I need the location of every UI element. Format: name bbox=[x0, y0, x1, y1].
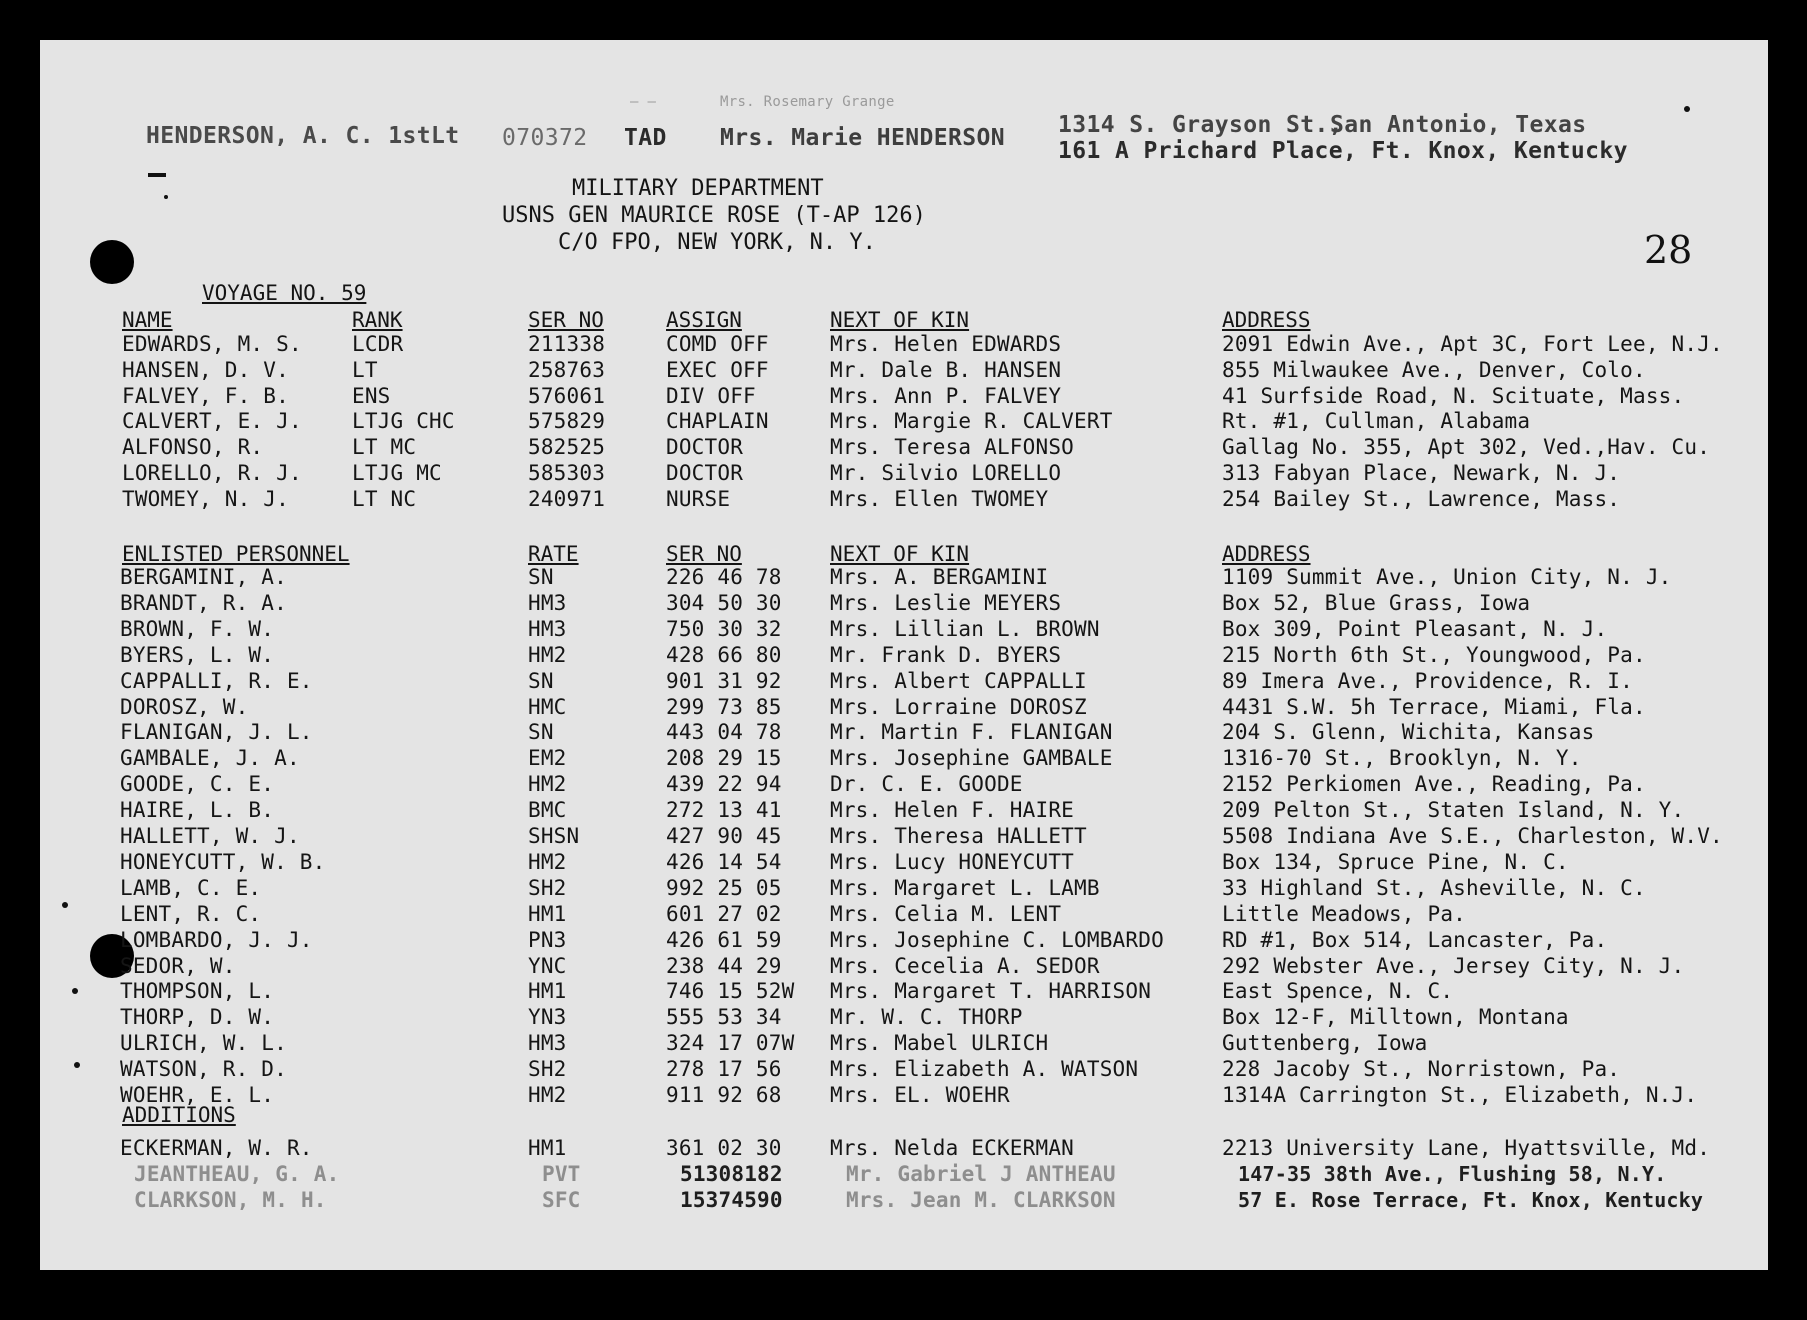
cell-addr: 4431 S.W. 5h Terrace, Miami, Fla. bbox=[1222, 694, 1646, 719]
table-row bbox=[40, 591, 1768, 617]
cell-addr: Box 309, Point Pleasant, N. J. bbox=[1222, 616, 1608, 641]
cell-rate: HMC bbox=[528, 694, 567, 719]
top-stamp-addr2: 161 A Prichard Place, Ft. Knox, Kentucky bbox=[1058, 138, 1628, 164]
cell-name: FALVEY, F. B. bbox=[122, 383, 289, 408]
table-row bbox=[40, 358, 1768, 384]
table-row bbox=[40, 1057, 1768, 1083]
cell-kin: Mrs. Josephine GAMBALE bbox=[830, 746, 1113, 771]
cell-ser: 746 15 52W bbox=[666, 979, 795, 1004]
cell-name: CLARKSON, M. H. bbox=[134, 1188, 327, 1212]
col-head-ser: SER NO bbox=[528, 308, 604, 332]
cell-addr: 89 Imera Ave., Providence, R. I. bbox=[1222, 668, 1633, 693]
cell-addr: Gallag No. 355, Apt 302, Ved.,Hav. Cu. bbox=[1222, 435, 1711, 460]
table-row bbox=[40, 798, 1768, 824]
table-row bbox=[40, 850, 1768, 876]
cell-rate: BMC bbox=[528, 798, 567, 823]
cell-name: BROWN, F. W. bbox=[120, 616, 275, 641]
cell-ser: 585303 bbox=[528, 461, 606, 485]
table-row bbox=[40, 902, 1768, 928]
cell-rate: SN bbox=[528, 668, 554, 693]
cell-kin: Mrs. Helen EDWARDS bbox=[830, 332, 1062, 356]
ink-mark bbox=[148, 173, 166, 177]
table-row bbox=[40, 332, 1768, 358]
cell-addr: East Spence, N. C. bbox=[1222, 979, 1454, 1004]
table-row bbox=[40, 979, 1768, 1005]
cell-rank: LCDR bbox=[352, 332, 404, 356]
cell-kin: Mrs. A. BERGAMINI bbox=[830, 565, 1049, 589]
cell-addr: Box 12-F, Milltown, Montana bbox=[1222, 1005, 1569, 1030]
cell-assign: NURSE bbox=[666, 486, 731, 511]
cell-addr: Little Meadows, Pa. bbox=[1222, 901, 1467, 926]
cell-ser: 258763 bbox=[528, 357, 606, 382]
header-line-2: USNS GEN MAURICE ROSE (T-AP 126) bbox=[502, 203, 926, 228]
cell-name: THOMPSON, L. bbox=[120, 979, 275, 1004]
document-sheet bbox=[40, 40, 1768, 1270]
cell-name: BYERS, L. W. bbox=[120, 642, 275, 667]
cell-addr: Guttenberg, Iowa bbox=[1222, 1031, 1428, 1056]
cell-addr: 1109 Summit Ave., Union City, N. J. bbox=[1222, 565, 1672, 589]
cell-rate: SHSN bbox=[528, 824, 580, 848]
overstrike-left: — — bbox=[630, 94, 657, 110]
cell-addr: 209 Pelton St., Staten Island, N. Y. bbox=[1222, 798, 1685, 823]
cell-rank: LT bbox=[352, 357, 378, 382]
top-stamp-assign: TAD bbox=[624, 125, 667, 151]
cell-ser: 272 13 41 bbox=[666, 798, 782, 823]
col-head-enl-addr: ADDRESS bbox=[1222, 542, 1311, 566]
cell-name: HALLETT, W. J. bbox=[120, 824, 300, 848]
cell-kin: Mrs. Cecelia A. SEDOR bbox=[830, 953, 1100, 978]
cell-assign: EXEC OFF bbox=[666, 357, 769, 382]
table-row bbox=[40, 954, 1768, 980]
cell-addr: 2213 University Lane, Hyattsville, Md. bbox=[1222, 1136, 1711, 1160]
cell-ser: 443 04 78 bbox=[666, 720, 782, 745]
cell-kin: Mrs. Lucy HONEYCUTT bbox=[830, 849, 1075, 874]
cell-assign: DIV OFF bbox=[666, 383, 756, 408]
cell-kin: Mrs. Celia M. LENT bbox=[830, 901, 1062, 926]
cell-name: THORP, D. W. bbox=[120, 1005, 275, 1030]
cell-ser: 426 61 59 bbox=[666, 927, 782, 952]
cell-addr: 228 Jacoby St., Norristown, Pa. bbox=[1222, 1057, 1621, 1082]
cell-ser: 427 90 45 bbox=[666, 824, 782, 848]
table-row bbox=[40, 565, 1768, 591]
cell-ser: 992 25 05 bbox=[666, 875, 782, 900]
table-row bbox=[40, 720, 1768, 746]
cell-kin: Mrs. Ann P. FALVEY bbox=[830, 383, 1062, 408]
cell-rate: YNC bbox=[528, 953, 567, 978]
cell-rate: PVT bbox=[542, 1162, 581, 1186]
cell-addr: 215 North 6th St., Youngwood, Pa. bbox=[1222, 642, 1646, 667]
punch-hole-top bbox=[90, 240, 134, 284]
cell-kin: Mr. Dale B. HANSEN bbox=[830, 357, 1062, 382]
cell-name: WATSON, R. D. bbox=[120, 1057, 287, 1082]
table-row bbox=[40, 1188, 1768, 1214]
table-row bbox=[40, 409, 1768, 435]
cell-ser: 361 02 30 bbox=[666, 1136, 782, 1160]
cell-addr: 292 Webster Ave., Jersey City, N. J. bbox=[1222, 953, 1685, 978]
cell-name: CALVERT, E. J. bbox=[122, 409, 302, 434]
col-head-enl-ser: SER NO bbox=[666, 542, 742, 566]
cell-ser: 226 46 78 bbox=[666, 565, 782, 589]
col-head-addr: ADDRESS bbox=[1222, 308, 1311, 332]
top-stamp-addr1b: San Antonio, Texas bbox=[1330, 112, 1587, 138]
page-number: 28 bbox=[1644, 228, 1693, 272]
cell-name: ECKERMAN, W. R. bbox=[120, 1136, 313, 1160]
cell-rate: HM1 bbox=[528, 979, 567, 1004]
cell-name: BERGAMINI, A. bbox=[120, 565, 287, 589]
cell-rate: HM1 bbox=[528, 901, 567, 926]
table-row bbox=[40, 824, 1768, 850]
cell-name: CAPPALLI, R. E. bbox=[120, 668, 313, 693]
cell-name: HANSEN, D. V. bbox=[122, 357, 289, 382]
cell-addr: 2152 Perkiomen Ave., Reading, Pa. bbox=[1222, 772, 1646, 797]
cell-rate: HM3 bbox=[528, 590, 567, 615]
cell-ser: 324 17 07W bbox=[666, 1031, 795, 1056]
cell-kin: Mrs. Elizabeth A. WATSON bbox=[830, 1057, 1139, 1082]
cell-addr: 1316-70 St., Brooklyn, N. Y. bbox=[1222, 746, 1582, 771]
table-row bbox=[40, 746, 1768, 772]
cell-rate: SH2 bbox=[528, 1057, 567, 1082]
table-row bbox=[40, 1162, 1768, 1188]
cell-name: HAIRE, L. B. bbox=[120, 798, 275, 823]
table-row bbox=[40, 876, 1768, 902]
cell-kin: Mr. Frank D. BYERS bbox=[830, 642, 1062, 667]
cell-kin: Mrs. Jean M. CLARKSON bbox=[846, 1188, 1116, 1212]
table-row bbox=[40, 928, 1768, 954]
cell-rate: HM2 bbox=[528, 1083, 567, 1107]
table-row bbox=[40, 1083, 1768, 1109]
cell-kin: Mrs. Ellen TWOMEY bbox=[830, 486, 1049, 511]
cell-rate: HM2 bbox=[528, 849, 567, 874]
top-stamp-name: HENDERSON, A. C. 1stLt bbox=[146, 123, 460, 149]
cell-name: EDWARDS, M. S. bbox=[122, 332, 302, 356]
cell-kin: Mrs. Mabel ULRICH bbox=[830, 1031, 1049, 1056]
cell-name: GAMBALE, J. A. bbox=[120, 746, 300, 771]
cell-addr: 5508 Indiana Ave S.E., Charleston, W.V. bbox=[1222, 824, 1723, 848]
cell-name: DOROSZ, W. bbox=[120, 694, 249, 719]
cell-ser: 576061 bbox=[528, 383, 606, 408]
cell-addr: 254 Bailey St., Lawrence, Mass. bbox=[1222, 486, 1621, 511]
cell-addr: Rt. #1, Cullman, Alabama bbox=[1222, 409, 1531, 434]
top-stamp-ser: 070372 bbox=[502, 125, 588, 151]
cell-kin: Mrs. Leslie MEYERS bbox=[830, 590, 1062, 615]
cell-addr: 855 Milwaukee Ave., Denver, Colo. bbox=[1222, 357, 1646, 382]
cell-ser: 278 17 56 bbox=[666, 1057, 782, 1082]
ink-speck bbox=[164, 195, 168, 199]
table-row bbox=[40, 384, 1768, 410]
table-row bbox=[40, 1031, 1768, 1057]
cell-rate: HM2 bbox=[528, 772, 567, 797]
cell-rate: HM3 bbox=[528, 616, 567, 641]
cell-ser: 240971 bbox=[528, 486, 606, 511]
table-row bbox=[40, 487, 1768, 513]
header-line-3: C/O FPO, NEW YORK, N. Y. bbox=[558, 230, 876, 255]
top-stamp-kin: Mrs. Marie HENDERSON bbox=[720, 125, 1005, 151]
cell-rate: PN3 bbox=[528, 927, 567, 952]
cell-ser: 601 27 02 bbox=[666, 901, 782, 926]
cell-kin: Mrs. Theresa HALLETT bbox=[830, 824, 1087, 848]
cell-name: LORELLO, R. J. bbox=[122, 461, 302, 485]
cell-kin: Mr. Martin F. FLANIGAN bbox=[830, 720, 1113, 745]
cell-kin: Mrs. Margaret T. HARRISON bbox=[830, 979, 1152, 1004]
voyage-number: VOYAGE NO. 59 bbox=[202, 281, 367, 305]
table-row bbox=[40, 643, 1768, 669]
table-row bbox=[40, 772, 1768, 798]
col-head-rank: RANK bbox=[352, 308, 403, 332]
cell-name: LOMBARDO, J. J. bbox=[120, 927, 313, 952]
cell-name: HONEYCUTT, W. B. bbox=[120, 849, 326, 874]
cell-ser: 304 50 30 bbox=[666, 590, 782, 615]
cell-rate: HM1 bbox=[528, 1136, 567, 1160]
cell-assign: DOCTOR bbox=[666, 461, 744, 485]
cell-kin: Mrs. Albert CAPPALLI bbox=[830, 668, 1087, 693]
cell-addr: 41 Surfside Road, N. Scituate, Mass. bbox=[1222, 383, 1685, 408]
cell-ser: 582525 bbox=[528, 435, 606, 460]
cell-name: WOEHR, E. L. bbox=[120, 1083, 275, 1107]
cell-ser: 901 31 92 bbox=[666, 668, 782, 693]
cell-addr: 147-35 38th Ave., Flushing 58, N.Y. bbox=[1238, 1162, 1667, 1186]
col-head-name: NAME bbox=[122, 308, 173, 332]
cell-rank: LTJG MC bbox=[352, 461, 442, 485]
cell-kin: Mrs. EL. WOEHR bbox=[830, 1083, 1010, 1107]
cell-kin: Mrs. Lorraine DOROSZ bbox=[830, 694, 1087, 719]
col-head-assign: ASSIGN bbox=[666, 308, 742, 332]
cell-name: FLANIGAN, J. L. bbox=[120, 720, 313, 745]
col-head-kin: NEXT OF KIN bbox=[830, 308, 970, 332]
cell-rate: SN bbox=[528, 720, 554, 745]
cell-addr: 57 E. Rose Terrace, Ft. Knox, Kentucky bbox=[1238, 1188, 1704, 1212]
cell-kin: Mr. Gabriel J ANTHEAU bbox=[846, 1162, 1116, 1186]
cell-name: ALFONSO, R. bbox=[122, 435, 264, 460]
cell-name: ULRICH, W. L. bbox=[120, 1031, 287, 1056]
cell-rank: LT NC bbox=[352, 486, 417, 511]
cell-addr: Box 134, Spruce Pine, N. C. bbox=[1222, 849, 1569, 874]
cell-ser: 15374590 bbox=[680, 1188, 783, 1212]
cell-addr: 1314A Carrington St., Elizabeth, N.J. bbox=[1222, 1083, 1698, 1107]
cell-kin: Mr. Silvio LORELLO bbox=[830, 461, 1062, 485]
additions-label: ADDITIONS bbox=[122, 1103, 236, 1127]
cell-kin: Mrs. Margie R. CALVERT bbox=[830, 409, 1113, 434]
cell-kin: Mrs. Nelda ECKERMAN bbox=[830, 1136, 1075, 1160]
cell-kin: Mrs. Helen F. HAIRE bbox=[830, 798, 1075, 823]
cell-rank: LT MC bbox=[352, 435, 417, 460]
cell-addr: 204 S. Glenn, Wichita, Kansas bbox=[1222, 720, 1595, 745]
cell-ser: 208 29 15 bbox=[666, 746, 782, 771]
cell-assign: CHAPLAIN bbox=[666, 409, 769, 434]
cell-ser: 575829 bbox=[528, 409, 606, 434]
header-line-1: MILITARY DEPARTMENT bbox=[572, 176, 824, 201]
cell-rank: ENS bbox=[352, 383, 391, 408]
cell-ser: 238 44 29 bbox=[666, 953, 782, 978]
cell-rate: SH2 bbox=[528, 875, 567, 900]
cell-name: LENT, R. C. bbox=[120, 901, 262, 926]
cell-kin: Mr. W. C. THORP bbox=[830, 1005, 1023, 1030]
cell-kin: Mrs. Josephine C. LOMBARDO bbox=[830, 927, 1164, 952]
cell-ser: 426 14 54 bbox=[666, 849, 782, 874]
table-row bbox=[40, 435, 1768, 461]
cell-kin: Mrs. Margaret L. LAMB bbox=[830, 875, 1100, 900]
cell-addr: 2091 Edwin Ave., Apt 3C, Fort Lee, N.J. bbox=[1222, 332, 1723, 356]
cell-kin: Mrs. Teresa ALFONSO bbox=[830, 435, 1075, 460]
cell-ser: 750 30 32 bbox=[666, 616, 782, 641]
cell-rank: LTJG CHC bbox=[352, 409, 455, 434]
cell-name: JEANTHEAU, G. A. bbox=[134, 1162, 340, 1186]
col-head-enlisted: ENLISTED PERSONNEL bbox=[122, 542, 350, 566]
table-row bbox=[40, 617, 1768, 643]
cell-ser: 439 22 94 bbox=[666, 772, 782, 797]
cell-addr: 33 Highland St., Asheville, N. C. bbox=[1222, 875, 1646, 900]
cell-ser: 911 92 68 bbox=[666, 1083, 782, 1107]
cell-ser: 211338 bbox=[528, 332, 606, 356]
table-row bbox=[40, 461, 1768, 487]
cell-ser: 428 66 80 bbox=[666, 642, 782, 667]
cell-ser: 555 53 34 bbox=[666, 1005, 782, 1030]
overstrike-right: Mrs. Rosemary Grange bbox=[720, 94, 895, 110]
cell-addr: Box 52, Blue Grass, Iowa bbox=[1222, 590, 1531, 615]
cell-name: TWOMEY, N. J. bbox=[122, 486, 289, 511]
cell-rate: SN bbox=[528, 565, 554, 589]
cell-rate: HM2 bbox=[528, 642, 567, 667]
table-row bbox=[40, 1136, 1768, 1162]
ink-speck bbox=[1684, 106, 1690, 112]
cell-assign: DOCTOR bbox=[666, 435, 744, 460]
cell-addr: RD #1, Box 514, Lancaster, Pa. bbox=[1222, 927, 1608, 952]
col-head-rate: RATE bbox=[528, 542, 579, 566]
cell-kin: Mrs. Lillian L. BROWN bbox=[830, 616, 1100, 641]
cell-ser: 51308182 bbox=[680, 1162, 783, 1186]
cell-ser: 299 73 85 bbox=[666, 694, 782, 719]
cell-name: SEDOR, W. bbox=[120, 953, 236, 978]
table-row bbox=[40, 669, 1768, 695]
col-head-enl-kin: NEXT OF KIN bbox=[830, 542, 970, 566]
cell-rate: YN3 bbox=[528, 1005, 567, 1030]
cell-rate: HM3 bbox=[528, 1031, 567, 1056]
cell-addr: 313 Fabyan Place, Newark, N. J. bbox=[1222, 461, 1621, 485]
cell-name: BRANDT, R. A. bbox=[120, 590, 287, 615]
cell-name: GOODE, C. E. bbox=[120, 772, 275, 797]
top-stamp-addr1: 1314 S. Grayson St., bbox=[1058, 112, 1343, 138]
cell-rate: SFC bbox=[542, 1188, 581, 1212]
cell-kin: Dr. C. E. GOODE bbox=[830, 772, 1023, 797]
cell-rate: EM2 bbox=[528, 746, 567, 771]
cell-name: LAMB, C. E. bbox=[120, 875, 262, 900]
table-row bbox=[40, 695, 1768, 721]
table-row bbox=[40, 1005, 1768, 1031]
cell-assign: COMD OFF bbox=[666, 332, 769, 356]
